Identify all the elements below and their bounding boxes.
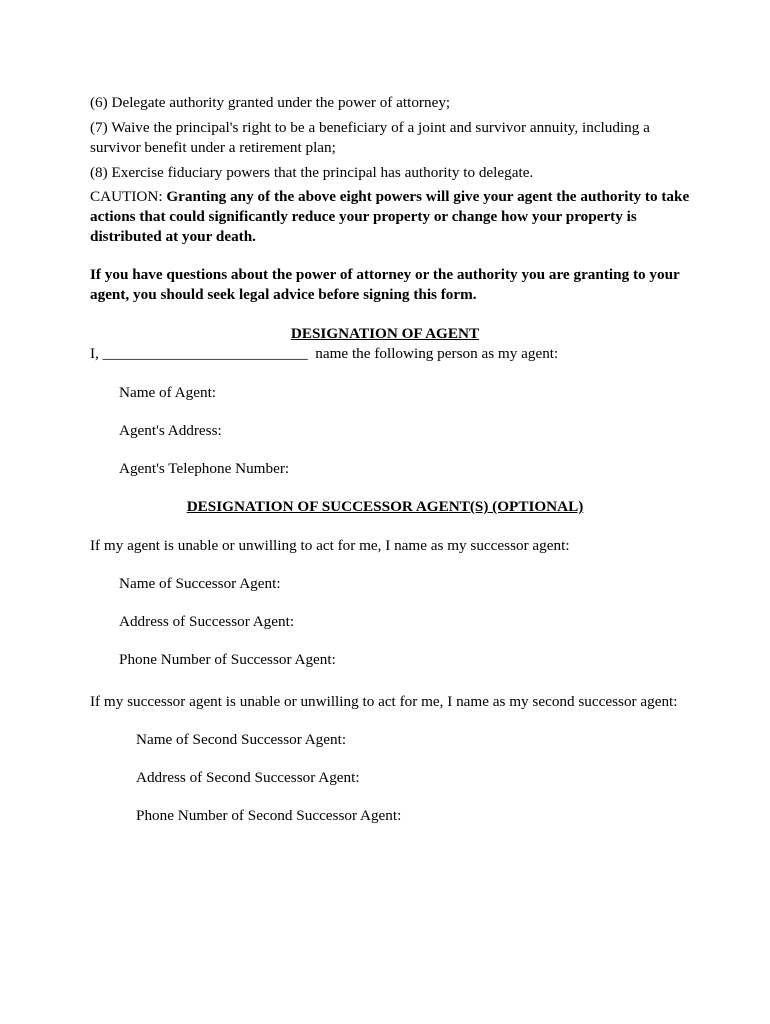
power-item-8: (8) Exercise fiduciary powers that the principal has authority to delegate. [90, 164, 534, 181]
document-page [90, 93, 690, 826]
agent-intro-suffix: name the following person as my agent: [307, 345, 559, 362]
agent-intro-line [90, 344, 690, 364]
power-item-6: (6) Delegate authority granted under the power of attorney; [90, 94, 451, 111]
caution-text: Granting any of the above eight powers will give your agent the authority to take actions that could significantly reduce your property or change how your property is distributed at your death. [90, 188, 690, 245]
legal-advice-notice: If you have questions about the power of attorney or the authority you are granting to your agent, you should seek legal advice before signing this form. [90, 266, 680, 303]
successor-name-label: Name of Successor Agent: [119, 575, 281, 592]
caution-label: CAUTION: [90, 188, 167, 205]
agent-intro-prefix: I, [90, 345, 103, 362]
designation-of-agent-heading: DESIGNATION OF AGENT [290, 325, 480, 342]
agent-name-label: Name of Agent: [119, 384, 217, 401]
second-successor-name-label: Name of Second Successor Agent: [136, 731, 347, 748]
principal-name-blank[interactable]: ___________________________ [102, 345, 308, 362]
successor-agent-heading: DESIGNATION OF SUCCESSOR AGENT(S) (OPTIONAL) [186, 498, 584, 515]
second-successor-intro: If my successor agent is unable or unwilling to act for me, I name as my second successor agent: [90, 693, 678, 710]
agent-phone-label: Agent's Telephone Number: [119, 460, 290, 477]
successor-phone-label: Phone Number of Successor Agent: [119, 651, 336, 668]
caution-paragraph [90, 187, 690, 247]
power-item-7: (7) Waive the principal's right to be a beneficiary of a joint and survivor annuity, including a survivor benefit under a retirement plan; [90, 119, 650, 156]
second-successor-address-label: Address of Second Successor Agent: [136, 769, 360, 786]
agent-address-label: Agent's Address: [119, 422, 222, 439]
successor-intro: If my agent is unable or unwilling to act for me, I name as my successor agent: [90, 537, 570, 554]
successor-address-label: Address of Successor Agent: [119, 613, 295, 630]
second-successor-phone-label: Phone Number of Second Successor Agent: [136, 807, 402, 824]
